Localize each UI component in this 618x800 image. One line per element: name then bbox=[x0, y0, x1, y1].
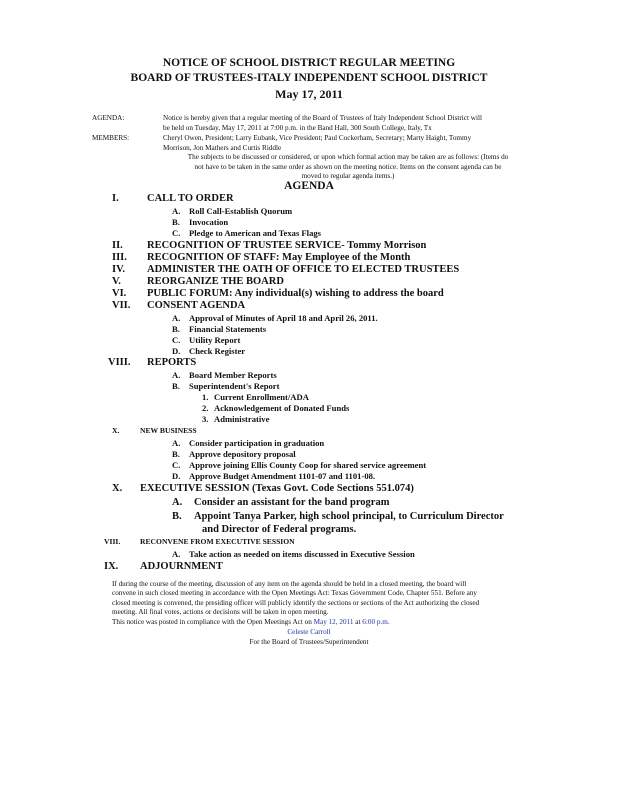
agenda-item-number: IV. bbox=[112, 264, 125, 275]
board-title: BOARD OF TRUSTEES-ITALY INDEPENDENT SCHOOL DISTRICT bbox=[130, 72, 488, 84]
agenda-item-number: II. bbox=[112, 240, 123, 251]
subitem-letter: B. bbox=[172, 511, 182, 522]
subjects-notice bbox=[163, 153, 533, 182]
subitem-letter: D. bbox=[172, 471, 181, 481]
posting-at: at bbox=[353, 617, 363, 626]
agenda-item-public-forum: PUBLIC FORUM: Any individual(s) wishing to address the board bbox=[147, 288, 444, 299]
closed-meeting-paragraph bbox=[112, 580, 532, 627]
agenda-item-reconvene: RECONVENE FROM EXECUTIVE SESSION bbox=[140, 537, 295, 546]
agenda-text-line2: be held on Tuesday, May 17, 2011 at 7:00 p.m. in the Band Hall, 300 South College, Italy, Tx bbox=[163, 124, 432, 132]
footer-line4: meeting. All final votes, actions or decisions will be taken in open meeting. bbox=[112, 608, 329, 617]
agenda-item-number: VIII. bbox=[104, 537, 121, 546]
posting-statement bbox=[112, 618, 532, 627]
agenda-item-number: III. bbox=[112, 252, 127, 263]
subitem-letter: C. bbox=[172, 460, 181, 470]
subitem-letter: C. bbox=[172, 228, 181, 238]
subitem-appoint-continuation: and Director of Federal programs. bbox=[202, 524, 357, 535]
signer-title: For the Board of Trustees/Superintendent bbox=[249, 638, 369, 646]
agenda-item-number: IX. bbox=[104, 561, 119, 572]
subitem-graduation: Consider participation in graduation bbox=[189, 438, 325, 448]
subitem-pledge: Pledge to American and Texas Flags bbox=[189, 228, 322, 238]
subitem-letter: A. bbox=[172, 206, 181, 216]
subitem-utility-report: Utility Report bbox=[189, 335, 241, 345]
subitem-letter: A. bbox=[172, 370, 181, 380]
notice-title: NOTICE OF SCHOOL DISTRICT REGULAR MEETING bbox=[162, 57, 456, 69]
agenda-item-number: VIII. bbox=[108, 357, 131, 368]
members-text-line2: Morrison, Jon Mathers and Curtis Riddle bbox=[163, 144, 282, 152]
notice-line3: moved to regular agenda items.) bbox=[301, 172, 395, 181]
footer-line2: convene in such closed meeting in accordance with the Open Meetings Act: Texas Government Code, Chapter 551. Before any bbox=[112, 589, 478, 598]
meeting-date: May 17, 2011 bbox=[275, 87, 343, 101]
agenda-item-number: X. bbox=[112, 426, 120, 435]
agenda-item-number: VII. bbox=[112, 300, 131, 311]
subitem-letter: A. bbox=[172, 497, 183, 508]
subitem-depository: Approve depository proposal bbox=[189, 449, 296, 459]
notice-line2: not have to be taken in the same order as shown on the meeting notice. Items on the consent agenda can be bbox=[194, 162, 502, 171]
subitem-letter: B. bbox=[172, 381, 180, 391]
subitem-band-assistant: Consider an assistant for the band program bbox=[194, 497, 390, 508]
posting-date: May 12, 2011 bbox=[313, 617, 354, 626]
agenda-item-call-to-order: CALL TO ORDER bbox=[147, 193, 234, 204]
subitem-check-register: Check Register bbox=[189, 346, 246, 356]
subitem-letter: B. bbox=[172, 217, 180, 227]
agenda-heading: AGENDA bbox=[284, 180, 334, 192]
agenda-label: AGENDA: bbox=[92, 114, 125, 122]
footer-line1: If during the course of the meeting, discussion of any item on the agenda should be held in a closed meeting, the board will bbox=[112, 580, 467, 588]
subitem-letter: C. bbox=[172, 335, 181, 345]
subitem-letter: A. bbox=[172, 313, 181, 323]
members-label: MEMBERS: bbox=[92, 134, 130, 142]
subitem-letter: D. bbox=[172, 346, 181, 356]
subitem-ellis-county-coop: Approve joining Ellis County Coop for shared service agreement bbox=[189, 460, 427, 470]
subitem-invocation: Invocation bbox=[189, 217, 229, 227]
signer-name: Celeste Carroll bbox=[287, 628, 331, 636]
footer-line3: closed meeting is convened, the presiding officer will publicly identify the sections or sections of the Act authorizing the closed bbox=[112, 598, 480, 607]
subitem-superintendent-report: Superintendent's Report bbox=[189, 381, 280, 391]
sub-subitem-enrollment: Current Enrollment/ADA bbox=[214, 392, 309, 402]
subitem-letter: A. bbox=[172, 549, 181, 559]
subitem-take-action: Take action as needed on items discussed in Executive Session bbox=[189, 549, 415, 559]
subitem-board-member-reports: Board Member Reports bbox=[189, 370, 277, 380]
notice-line1: The subjects to be discussed or considered, or upon which formal action may be taken are as follows: (Items do bbox=[187, 153, 509, 161]
agenda-item-reports: REPORTS bbox=[147, 357, 197, 368]
subitem-letter: B. bbox=[172, 324, 180, 334]
agenda-item-number: V. bbox=[112, 276, 121, 287]
sub-subitem-number: 2. bbox=[202, 403, 209, 413]
subitem-budget-amendment: Approve Budget Amendment 1101-07 and 1101-08. bbox=[189, 471, 376, 481]
subitem-letter: B. bbox=[172, 449, 180, 459]
subitem-roll-call: Roll Call-Establish Quorum bbox=[189, 206, 293, 216]
agenda-item-number: VI. bbox=[112, 288, 127, 299]
agenda-item-adjournment: ADJOURNMENT bbox=[140, 561, 223, 572]
agenda-item-staff-recognition: RECOGNITION OF STAFF: May Employee of the Month bbox=[147, 252, 411, 263]
posting-time: 6:00 p.m. bbox=[362, 617, 390, 626]
posting-prefix: This notice was posted in compliance with the Open Meetings Act on bbox=[112, 617, 314, 626]
subitem-appoint-tanya-parker: Appoint Tanya Parker, high school principal, to Curriculum Director bbox=[194, 511, 504, 522]
subitem-letter: A. bbox=[172, 438, 181, 448]
sub-subitem-number: 3. bbox=[202, 414, 209, 424]
subitem-approval-minutes: Approval of Minutes of April 18 and April 26, 2011. bbox=[189, 313, 378, 323]
agenda-item-trustee-recognition: RECOGNITION OF TRUSTEE SERVICE- Tommy Morrison bbox=[147, 240, 427, 251]
agenda-item-executive-session: EXECUTIVE SESSION (Texas Govt. Code Sections 551.074) bbox=[140, 483, 414, 494]
sub-subitem-number: 1. bbox=[202, 392, 209, 402]
agenda-item-new-business: NEW BUSINESS bbox=[140, 426, 197, 435]
agenda-item-oath-of-office: ADMINISTER THE OATH OF OFFICE TO ELECTED TRUSTEES bbox=[147, 264, 460, 275]
sub-subitem-donated-funds: Acknowledgement of Donated Funds bbox=[214, 403, 350, 413]
subitem-financial-statements: Financial Statements bbox=[189, 324, 267, 334]
agenda-item-consent-agenda: CONSENT AGENDA bbox=[147, 300, 246, 311]
agenda-item-reorganize: REORGANIZE THE BOARD bbox=[147, 276, 284, 287]
sub-subitem-administrative: Administrative bbox=[214, 414, 270, 424]
agenda-item-number: X. bbox=[112, 483, 123, 494]
agenda-item-number: I. bbox=[112, 193, 119, 204]
agenda-text-line1: Notice is hereby given that a regular meeting of the Board of Trustees of Italy Independent School District will bbox=[163, 114, 482, 122]
members-text-line1: Cheryl Owen, President; Larry Eubank, Vice President; Paul Cockerham, Secretary; Marty Haight, Tommy bbox=[163, 134, 472, 142]
